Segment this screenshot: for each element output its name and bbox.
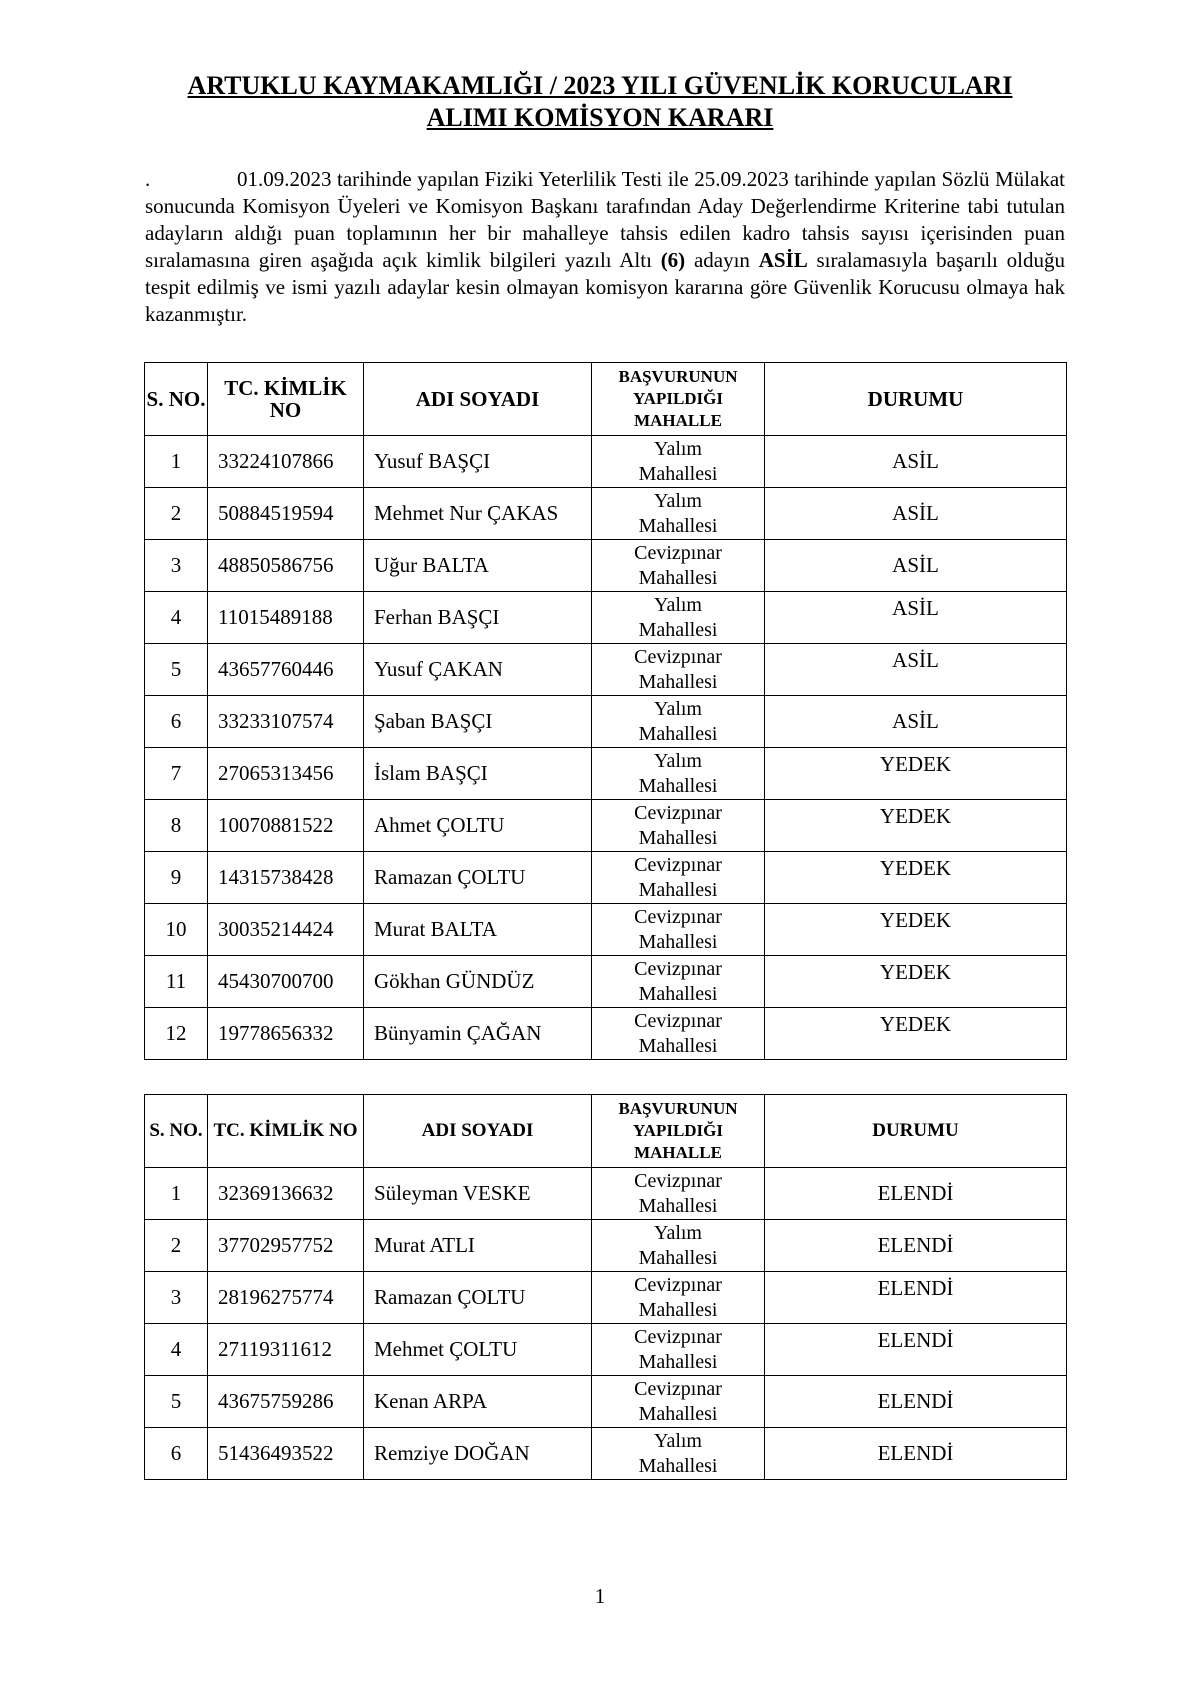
cell-status: ASİL [765,488,1067,540]
cell-mahalle [592,1428,765,1480]
paragraph-part-3: sıralamasıyla başarılı olduğu tespit edilmiş ve ismi yazılı adaylar kesin olmayan komisyon kararına göre Güvenlik Korucusu olmaya hak kazanmıştır. [145,248,1065,326]
cell-sno: 1 [145,436,208,488]
cell-tc: 50884519594 [208,488,364,540]
mahalle-name: Yalım [654,437,702,460]
mahalle-suffix: Mahallesi [638,1246,718,1269]
cell-name: Ramazan ÇOLTU [364,852,592,904]
table-header-row [145,1095,1067,1168]
paragraph-bold-asil: ASİL [758,248,808,272]
cell-tc: 28196275774 [208,1272,364,1324]
mahalle-name: Cevizpınar [634,1325,722,1348]
cell-tc: 27119311612 [208,1324,364,1376]
mahalle-suffix: Mahallesi [638,1350,718,1373]
cell-sno: 4 [145,592,208,644]
cell-mahalle [592,800,765,852]
table-row [145,800,1067,852]
results-table-asil-yedek [144,362,1067,1060]
cell-tc: 14315738428 [208,852,364,904]
mahalle-suffix: Mahallesi [638,1034,718,1057]
mahalle-name: Yalım [654,749,702,772]
cell-tc: 37702957752 [208,1220,364,1272]
cell-mahalle [592,1376,765,1428]
cell-tc: 43657760446 [208,644,364,696]
cell-name: Remziye DOĞAN [364,1428,592,1480]
table-row [145,748,1067,800]
document-title [0,70,1200,134]
cell-status: ASİL [765,540,1067,592]
cell-mahalle [592,592,765,644]
cell-mahalle [592,1324,765,1376]
cell-tc: 51436493522 [208,1428,364,1480]
table-row [145,696,1067,748]
mahalle-name: Yalım [654,489,702,512]
cell-name: Uğur BALTA [364,540,592,592]
mahalle-name: Cevizpınar [634,1273,722,1296]
cell-name: Şaban BAŞÇI [364,696,592,748]
page-number: 1 [594,1584,606,1608]
header-tc: TC. KİMLİK NO [208,1095,364,1168]
cell-sno: 6 [145,696,208,748]
cell-tc: 33233107574 [208,696,364,748]
cell-status: YEDEK [765,800,1067,852]
cell-mahalle [592,852,765,904]
cell-name: İslam BAŞÇI [364,748,592,800]
cell-name: Yusuf ÇAKAN [364,644,592,696]
mahalle-suffix: Mahallesi [638,462,718,485]
title-line-2: ALIMI KOMİSYON KARARI [426,103,774,132]
cell-sno: 9 [145,852,208,904]
cell-name: Murat BALTA [364,904,592,956]
cell-sno: 12 [145,1008,208,1060]
table-row [145,592,1067,644]
table-row [145,1272,1067,1324]
cell-tc: 30035214424 [208,904,364,956]
header-mahalle: BAŞVURUNUN YAPILDIĞI MAHALLE [592,1095,765,1168]
cell-name: Ramazan ÇOLTU [364,1272,592,1324]
mahalle-name: Cevizpınar [634,1377,722,1400]
header-sno: S. NO. [145,1095,208,1168]
mahalle-name: Cevizpınar [634,1169,722,1192]
mahalle-suffix: Mahallesi [638,1298,718,1321]
header-durum: DURUMU [765,363,1067,436]
cell-mahalle [592,1008,765,1060]
paragraph-part-1: 01.09.2023 tarihinde yapılan Fiziki Yeterlilik Testi ile 25.09.2023 tarihinde yapılan Sözlü Mülakat sonucunda Komisyon Üyeleri ve Komisyon Başkanı tarafından Aday Değerlendirme Kriterine tabi tutulan adayların aldığı puan toplamının her bir mahalleye tahsis edilen kadro tahsis sayısı içerisinden puan sıralamasına giren aşağıda açık kimlik bilgileri yazılı Altı [145,167,1065,272]
mahalle-suffix: Mahallesi [638,982,718,1005]
table-body [145,436,1067,1060]
cell-name: Ahmet ÇOLTU [364,800,592,852]
mahalle-name: Yalım [654,697,702,720]
cell-tc: 32369136632 [208,1168,364,1220]
mahalle-name: Cevizpınar [634,541,722,564]
cell-sno: 10 [145,904,208,956]
table-row [145,1376,1067,1428]
paragraph-bold-count: (6) [660,248,686,272]
cell-sno: 2 [145,1220,208,1272]
cell-sno: 5 [145,644,208,696]
cell-mahalle [592,1272,765,1324]
cell-status: YEDEK [765,852,1067,904]
header-durum: DURUMU [765,1095,1067,1168]
cell-tc: 27065313456 [208,748,364,800]
table-row [145,1168,1067,1220]
cell-sno: 1 [145,1168,208,1220]
mahalle-name: Cevizpınar [634,853,722,876]
cell-name: Bünyamin ÇAĞAN [364,1008,592,1060]
cell-name: Mehmet Nur ÇAKAS [364,488,592,540]
cell-mahalle [592,1220,765,1272]
header-sno: S. NO. [145,363,208,436]
table-row [145,1220,1067,1272]
cell-status: YEDEK [765,904,1067,956]
mahalle-suffix: Mahallesi [638,670,718,693]
table-row [145,540,1067,592]
cell-sno: 11 [145,956,208,1008]
cell-status: YEDEK [765,1008,1067,1060]
cell-status: ASİL [765,592,1067,644]
cell-sno: 7 [145,748,208,800]
cell-name: Gökhan GÜNDÜZ [364,956,592,1008]
mahalle-suffix: Mahallesi [638,1194,718,1217]
mahalle-name: Yalım [654,1221,702,1244]
mahalle-suffix: Mahallesi [638,514,718,537]
cell-tc: 48850586756 [208,540,364,592]
table-row [145,436,1067,488]
mahalle-suffix: Mahallesi [638,1454,718,1477]
cell-mahalle [592,748,765,800]
mahalle-suffix: Mahallesi [638,618,718,641]
cell-mahalle [592,1168,765,1220]
mahalle-name: Yalım [654,1429,702,1452]
cell-tc: 33224107866 [208,436,364,488]
table-row [145,1008,1067,1060]
cell-mahalle [592,644,765,696]
mahalle-name: Yalım [654,593,702,616]
cell-status: YEDEK [765,956,1067,1008]
mahalle-suffix: Mahallesi [638,774,718,797]
table-row [145,644,1067,696]
cell-name: Süleyman VESKE [364,1168,592,1220]
cell-mahalle [592,488,765,540]
cell-status: ELENDİ [765,1376,1067,1428]
mahalle-suffix: Mahallesi [638,566,718,589]
cell-sno: 3 [145,1272,208,1324]
table-row [145,1324,1067,1376]
decision-paragraph [145,166,1065,328]
cell-name: Ferhan BAŞÇI [364,592,592,644]
table-row [145,1428,1067,1480]
cell-status: ELENDİ [765,1168,1067,1220]
cell-mahalle [592,696,765,748]
table-row [145,904,1067,956]
table-body [145,1168,1067,1480]
mahalle-suffix: Mahallesi [638,1402,718,1425]
cell-mahalle [592,540,765,592]
cell-status: ASİL [765,696,1067,748]
table-row [145,852,1067,904]
cell-status: ASİL [765,436,1067,488]
header-tc: TC. KİMLİK NO [208,363,364,436]
cell-tc: 45430700700 [208,956,364,1008]
header-mahalle: BAŞVURUNUN YAPILDIĞI MAHALLE [592,363,765,436]
cell-mahalle [592,956,765,1008]
cell-sno: 8 [145,800,208,852]
cell-tc: 19778656332 [208,1008,364,1060]
mahalle-name: Cevizpınar [634,645,722,668]
mahalle-suffix: Mahallesi [638,826,718,849]
cell-status: ELENDİ [765,1272,1067,1324]
cell-sno: 2 [145,488,208,540]
mahalle-suffix: Mahallesi [638,930,718,953]
cell-status: ELENDİ [765,1220,1067,1272]
cell-status: ELENDİ [765,1428,1067,1480]
table-row [145,488,1067,540]
table-header-row [145,363,1067,436]
mahalle-suffix: Mahallesi [638,722,718,745]
header-name: ADI SOYADI [364,363,592,436]
cell-name: Kenan ARPA [364,1376,592,1428]
mahalle-name: Cevizpınar [634,801,722,824]
results-table-elendi [144,1094,1067,1480]
cell-name: Murat ATLI [364,1220,592,1272]
cell-status: ASİL [765,644,1067,696]
cell-sno: 5 [145,1376,208,1428]
title-line-1: ARTUKLU KAYMAKAMLIĞI / 2023 YILI GÜVENLİK KORUCULARI [187,71,1013,100]
header-name: ADI SOYADI [364,1095,592,1168]
cell-tc: 43675759286 [208,1376,364,1428]
cell-tc: 10070881522 [208,800,364,852]
cell-tc: 11015489188 [208,592,364,644]
mahalle-suffix: Mahallesi [638,878,718,901]
cell-status: YEDEK [765,748,1067,800]
cell-name: Mehmet ÇOLTU [364,1324,592,1376]
cell-sno: 4 [145,1324,208,1376]
table-row [145,956,1067,1008]
lead-dot: . [145,167,151,191]
cell-sno: 6 [145,1428,208,1480]
cell-sno: 3 [145,540,208,592]
cell-name: Yusuf BAŞÇI [364,436,592,488]
mahalle-name: Cevizpınar [634,905,722,928]
cell-mahalle [592,904,765,956]
paragraph-part-2: adayın [685,248,759,272]
cell-mahalle [592,436,765,488]
cell-status: ELENDİ [765,1324,1067,1376]
mahalle-name: Cevizpınar [634,957,722,980]
mahalle-name: Cevizpınar [634,1009,722,1032]
